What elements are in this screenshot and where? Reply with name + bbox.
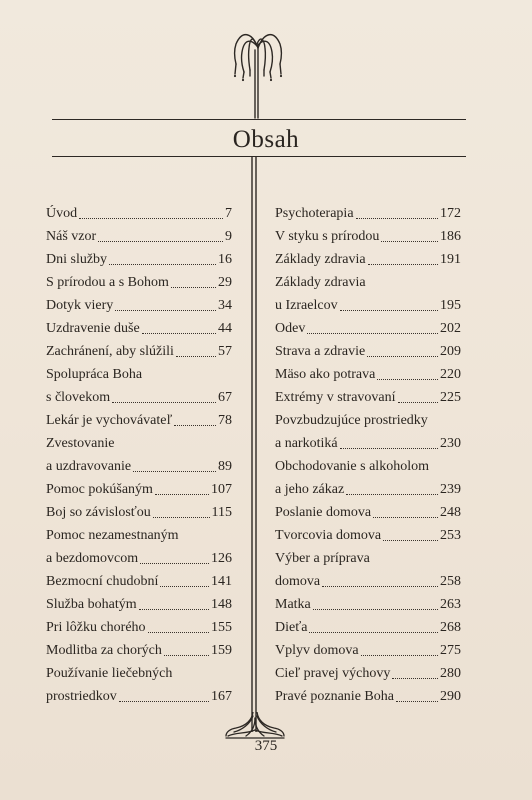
dot-leader	[361, 655, 438, 656]
toc-entry-title: Úvod	[46, 206, 78, 221]
toc-entry-page: 225	[440, 390, 461, 405]
dot-leader	[373, 517, 438, 518]
dot-leader	[356, 218, 438, 219]
toc-entry	[275, 570, 461, 593]
dot-leader	[164, 655, 209, 656]
toc-entry-page: 34	[218, 298, 232, 313]
dot-leader	[119, 701, 209, 702]
toc-entry	[46, 593, 232, 616]
toc-entry	[46, 271, 232, 294]
toc-entry-page: 44	[218, 321, 232, 336]
toc-entry-title: Dni služby	[46, 252, 108, 267]
dot-leader	[309, 632, 438, 633]
center-divider	[249, 156, 261, 732]
toc-entry-title: Zvestovanie	[46, 436, 115, 451]
toc-entry-page: 159	[211, 643, 232, 658]
toc-entry-page: 186	[440, 229, 461, 244]
toc-entry	[275, 639, 461, 662]
toc-entry-title: s človekom	[46, 390, 111, 405]
dot-leader	[142, 333, 216, 334]
dot-leader	[160, 586, 209, 587]
toc-entry-title: a jeho zákaz	[275, 482, 345, 497]
toc-entry	[46, 202, 232, 225]
toc-entry-page: 78	[218, 413, 232, 428]
dot-leader	[392, 678, 438, 679]
toc-entry-page: 202	[440, 321, 461, 336]
toc-entry-title: Extrémy v stravovaní	[275, 390, 396, 405]
dot-leader	[115, 310, 216, 311]
page-title: Obsah	[232, 126, 300, 153]
toc-entry	[46, 340, 232, 363]
toc-entry	[275, 202, 461, 225]
toc-entry-page: 7	[225, 206, 232, 221]
toc-entry	[275, 478, 461, 501]
toc-entry	[275, 225, 461, 248]
dot-leader	[171, 287, 216, 288]
toc-entry-title: Povzbudzujúce prostriedky	[275, 413, 428, 428]
dot-leader	[367, 356, 438, 357]
toc-entry-page: 141	[211, 574, 232, 589]
toc-entry-page: 155	[211, 620, 232, 635]
toc-entry	[275, 317, 461, 340]
toc-entry-title: Obchodovanie s alkoholom	[275, 459, 429, 474]
toc-entry-page: 290	[440, 689, 461, 704]
toc-entry-title: a narkotiká	[275, 436, 338, 451]
dot-leader	[79, 218, 223, 219]
dot-leader	[398, 402, 438, 403]
toc-entry	[275, 248, 461, 271]
toc-entry-title: Pomoc nezamestnaným	[46, 528, 179, 543]
toc-entry	[46, 547, 232, 570]
toc-entry-page: 126	[211, 551, 232, 566]
toc-entry-title: Služba bohatým	[46, 597, 137, 612]
toc-entry	[46, 478, 232, 501]
toc-entry	[46, 570, 232, 593]
toc-entry-title: Strava a zdravie	[275, 344, 366, 359]
dot-leader	[153, 517, 210, 518]
dot-leader	[368, 264, 438, 265]
toc-entry-page: 220	[440, 367, 461, 382]
toc-entry-page: 230	[440, 436, 461, 451]
toc-entry-title: Pri lôžku chorého	[46, 620, 146, 635]
toc-entry	[275, 524, 461, 547]
fountain-ornament-icon	[228, 26, 288, 122]
toc-entry-page: 167	[211, 689, 232, 704]
toc-entry	[46, 317, 232, 340]
toc-entry	[46, 294, 232, 317]
toc-entry	[46, 248, 232, 271]
dot-leader	[381, 241, 438, 242]
toc-entry-title: Pomoc pokúšaným	[46, 482, 153, 497]
toc-entry-title: a bezdomovcom	[46, 551, 139, 566]
page-number: 375	[254, 738, 278, 754]
toc-entry-title: Výber a príprava	[275, 551, 370, 566]
toc-entry-title: Pravé poznanie Boha	[275, 689, 394, 704]
toc-entry-title: Modlitba za chorých	[46, 643, 162, 658]
toc-entry-title: Vplyv domova	[275, 643, 359, 658]
toc-entry-page: 209	[440, 344, 461, 359]
toc-entry	[275, 363, 461, 386]
toc-entry-page: 263	[440, 597, 461, 612]
top-rule	[52, 119, 466, 120]
toc-entry-page: 89	[218, 459, 232, 474]
toc-entry-title: Tvorcovia domova	[275, 528, 382, 543]
toc-entry	[275, 432, 461, 455]
dot-leader	[109, 264, 216, 265]
toc-entry-page: 115	[211, 505, 232, 520]
toc-entry-page: 29	[218, 275, 232, 290]
dot-leader	[340, 448, 438, 449]
toc-entry	[275, 455, 461, 478]
toc-entry-title: a uzdravovanie	[46, 459, 132, 474]
toc-entry	[275, 547, 461, 570]
toc-entry-page: 67	[218, 390, 232, 405]
toc-entry-title: V styku s prírodou	[275, 229, 380, 244]
toc-entry	[46, 225, 232, 248]
toc-entry-title: Lekár je vychovávateľ	[46, 413, 173, 428]
toc-entry-title: Psychoterapia	[275, 206, 354, 221]
toc-entry	[46, 524, 232, 547]
toc-entry-title: Spolupráca Boha	[46, 367, 143, 382]
dot-leader	[155, 494, 209, 495]
toc-entry-title: Dotyk viery	[46, 298, 114, 313]
toc-entry	[275, 616, 461, 639]
dot-leader	[383, 540, 438, 541]
toc-entry-page: 268	[440, 620, 461, 635]
toc-right-column	[275, 202, 461, 708]
toc-entry	[46, 616, 232, 639]
dot-leader	[98, 241, 223, 242]
toc-left-column	[46, 202, 232, 708]
toc-entry-title: Matka	[275, 597, 311, 612]
toc-entry-page: 239	[440, 482, 461, 497]
toc-entry	[46, 685, 232, 708]
dot-leader	[176, 356, 216, 357]
toc-entry-title: Bezmocní chudobní	[46, 574, 159, 589]
dot-leader	[396, 701, 438, 702]
toc-entry-page: 16	[218, 252, 232, 267]
toc-entry-page: 172	[440, 206, 461, 221]
dot-leader	[340, 310, 438, 311]
toc-entry	[46, 432, 232, 455]
toc-entry	[275, 409, 461, 432]
toc-entry-title: Zachránení, aby slúžili	[46, 344, 174, 359]
dot-leader	[148, 632, 209, 633]
dot-leader	[140, 563, 209, 564]
toc-entry-page: 253	[440, 528, 461, 543]
toc-entry-title: Cieľ pravej výchovy	[275, 666, 391, 681]
toc-entry-page: 9	[225, 229, 232, 244]
toc-entry-title: Používanie liečebných	[46, 666, 173, 681]
toc-entry	[46, 501, 232, 524]
toc-entry	[46, 386, 232, 409]
toc-entry	[275, 593, 461, 616]
toc-entry	[46, 409, 232, 432]
toc-entry	[275, 386, 461, 409]
toc-entry-page: 191	[440, 252, 461, 267]
toc-entry-page: 248	[440, 505, 461, 520]
toc-entry-page: 280	[440, 666, 461, 681]
toc-entry	[275, 271, 461, 294]
toc-entry-page: 148	[211, 597, 232, 612]
toc-entry	[46, 662, 232, 685]
dot-leader	[322, 586, 438, 587]
toc-entry-title: Náš vzor	[46, 229, 97, 244]
toc-entry	[46, 639, 232, 662]
dot-leader	[112, 402, 216, 403]
toc-entry-title: domova	[275, 574, 321, 589]
dot-leader	[174, 425, 216, 426]
toc-entry	[275, 662, 461, 685]
toc-entry-title: Poslanie domova	[275, 505, 372, 520]
toc-entry-title: u Izraelcov	[275, 298, 338, 313]
toc-entry-title: Základy zdravia	[275, 275, 366, 290]
dot-leader	[346, 494, 438, 495]
dot-leader	[307, 333, 438, 334]
toc-entry	[275, 340, 461, 363]
toc-entry-title: Boj so závislosťou	[46, 505, 151, 520]
toc-entry-page: 275	[440, 643, 461, 658]
dot-leader	[133, 471, 216, 472]
toc-entry	[275, 501, 461, 524]
toc-entry	[46, 455, 232, 478]
toc-entry	[46, 363, 232, 386]
toc-entry-page: 258	[440, 574, 461, 589]
toc-entry-page: 107	[211, 482, 232, 497]
toc-entry-title: Mäso ako potrava	[275, 367, 376, 382]
dot-leader	[139, 609, 209, 610]
dot-leader	[313, 609, 438, 610]
toc-entry-page: 195	[440, 298, 461, 313]
toc-entry	[275, 294, 461, 317]
toc-entry-title: S prírodou a s Bohom	[46, 275, 169, 290]
toc-entry-title: Uzdravenie duše	[46, 321, 140, 336]
toc-entry-page: 57	[218, 344, 232, 359]
toc-entry-title: Dieťa	[275, 620, 308, 635]
toc-entry-title: Odev	[275, 321, 306, 336]
dot-leader	[377, 379, 438, 380]
toc-entry	[275, 685, 461, 708]
toc-entry-title: Základy zdravia	[275, 252, 366, 267]
toc-entry-title: prostriedkov	[46, 689, 117, 704]
